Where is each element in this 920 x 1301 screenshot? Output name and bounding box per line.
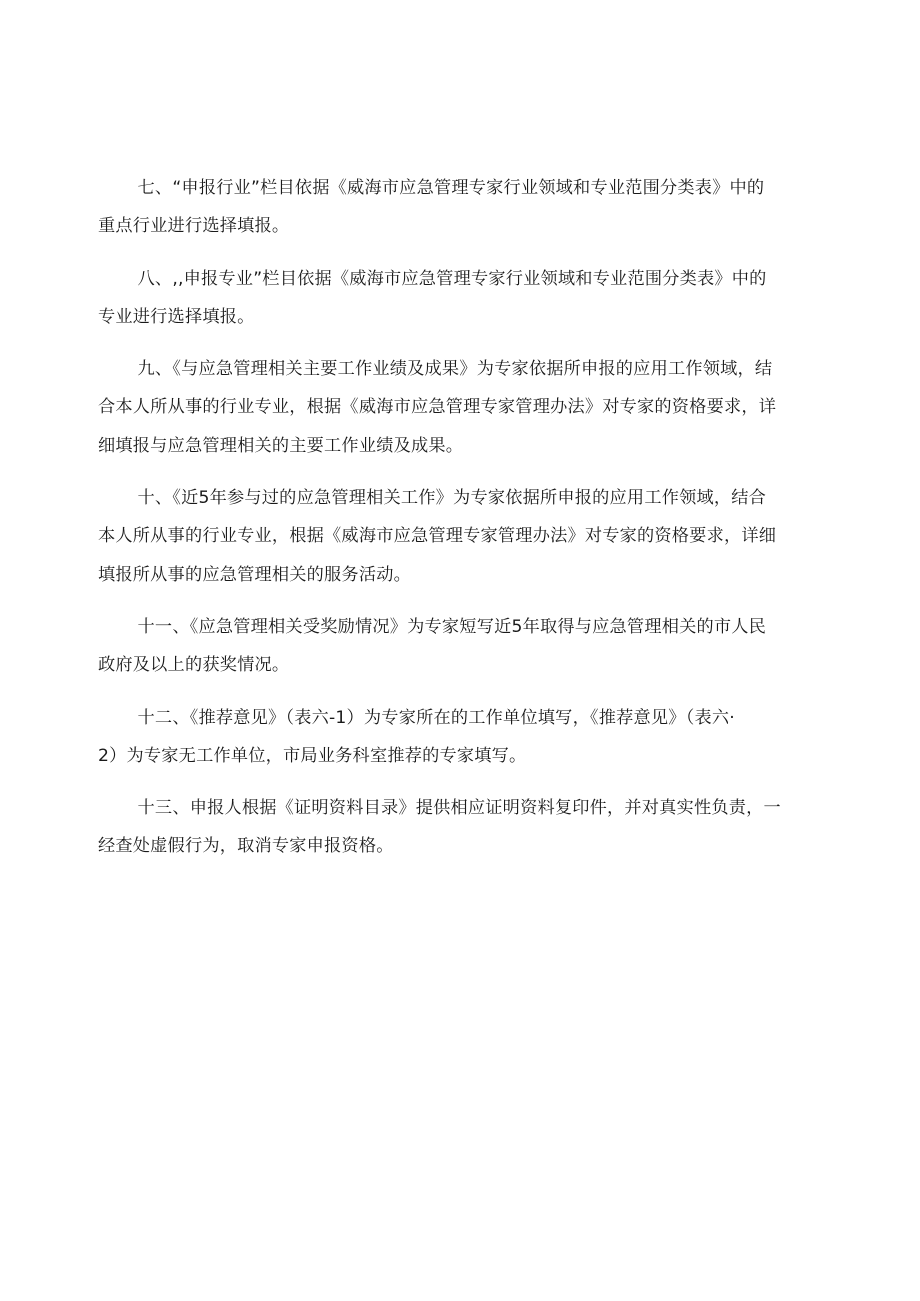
paragraph-line: 十、《近5年参与过的应急管理相关工作》为专家依据所申报的应用工作领域，结合 <box>137 488 767 509</box>
paragraph-line: 九、《与应急管理相关主要工作业绩及成果》为专家依据所申报的应用工作领域，结 <box>137 359 773 380</box>
paragraph-line: 八、,,申报专业”栏目依据《威海市应急管理专家行业领域和专业范围分类表》中的 <box>137 268 767 289</box>
paragraph-line: 经查处虚假行为，取消专家申报资格。 <box>98 836 394 857</box>
paragraph-10 <box>98 479 832 594</box>
paragraph-line: 2）为专家无工作单位，市局业务科室推荐的专家填写。 <box>98 745 527 766</box>
paragraph-line: 专业进行选择填报。 <box>98 306 255 327</box>
paragraph-line: 十一、《应急管理相关受奖励情况》为专家短写近5年取得与应急管理相关的市人民 <box>137 616 767 637</box>
paragraph-8 <box>98 260 832 337</box>
paragraph-line: 十三、申报人根据《证明资料目录》提供相应证明资料复印件，并对真实性负责，一 <box>137 798 781 819</box>
paragraph-line: 政府及以上的获奖情况。 <box>98 655 290 676</box>
paragraph-12 <box>98 699 832 776</box>
paragraph-9 <box>98 350 832 465</box>
paragraph-line: 合本人所从事的行业专业，根据《威海市应急管理专家管理办法》对专家的资格要求，详 <box>98 397 777 418</box>
paragraph-line: 十二、《推荐意见》（表六-1）为专家所在的工作单位填写，《推荐意见》（表六· <box>137 707 735 728</box>
paragraph-line: 填报所从事的应急管理相关的服务活动。 <box>98 564 411 585</box>
paragraph-line: 本人所从事的行业专业，根据《威海市应急管理专家管理办法》对专家的资格要求，详细 <box>98 526 777 547</box>
document-body <box>98 169 832 880</box>
paragraph-13 <box>98 789 832 866</box>
paragraph-line: 七、“申报行业”栏目依据《威海市应急管理专家行业领域和专业范围分类表》中的 <box>137 178 765 198</box>
paragraph-line: 细填报与应急管理相关的主要工作业绩及成果。 <box>98 435 464 456</box>
paragraph-7 <box>98 169 832 246</box>
paragraph-11 <box>98 608 832 685</box>
paragraph-line: 重点行业进行选择填报。 <box>98 216 290 237</box>
